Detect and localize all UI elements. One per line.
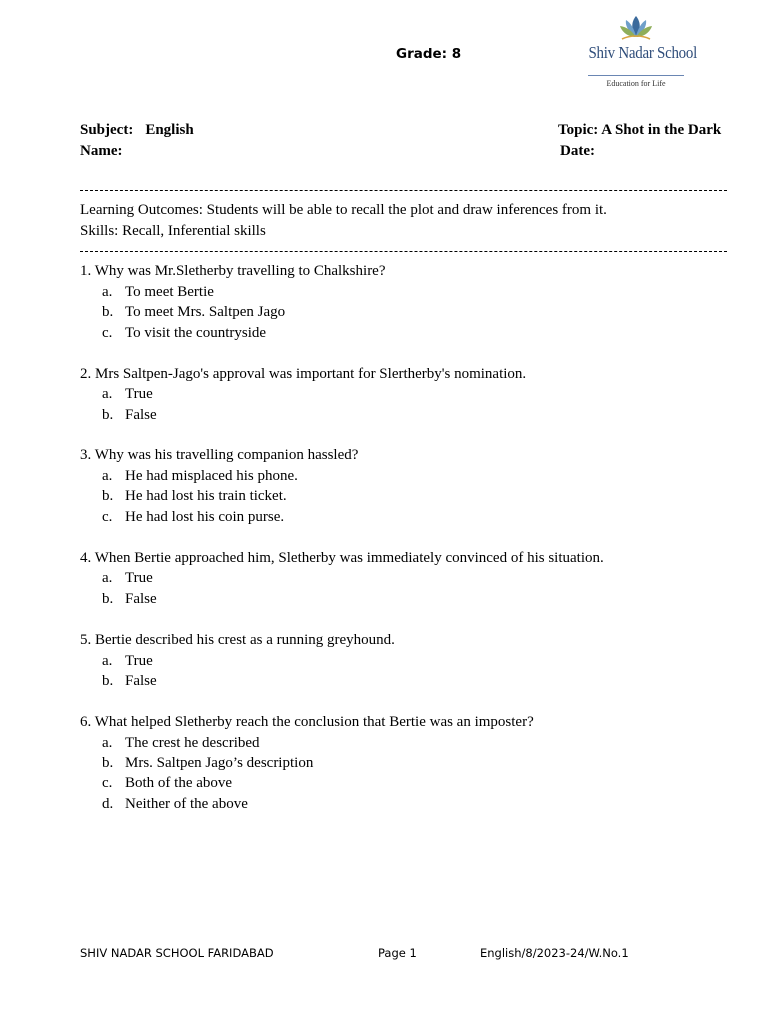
- option-text: False: [125, 673, 157, 689]
- option-text: Mrs. Saltpen Jago’s description: [125, 755, 314, 771]
- option-letter: b.: [102, 673, 114, 689]
- question-2: 2. Mrs Saltpen-Jago's approval was important for Slertherby's nomination.: [80, 366, 527, 382]
- logo-rule: [588, 75, 684, 76]
- question-option: [102, 304, 285, 321]
- option-text: He had lost his train ticket.: [125, 488, 287, 504]
- option-text: False: [125, 591, 157, 607]
- divider-bottom: [80, 251, 727, 252]
- question-3: 3. Why was his travelling companion hassled?: [80, 447, 359, 463]
- footer-page-number: Page 1: [378, 946, 417, 960]
- option-letter: a.: [102, 284, 113, 300]
- question-4: 4. When Bertie approached him, Sletherby was immediately convinced of his situation.: [80, 550, 604, 566]
- topic-label: Topic: A Shot in the Dark: [558, 122, 722, 138]
- option-letter: c.: [102, 325, 113, 341]
- logo-wordmark: Shiv Nadar School: [588, 43, 698, 62]
- question-option: [102, 735, 260, 752]
- school-logo: [582, 12, 698, 88]
- question-option: [102, 284, 214, 301]
- question-option: [102, 509, 284, 526]
- option-letter: b.: [102, 755, 114, 771]
- question-option: [102, 488, 287, 505]
- question-option: [102, 468, 298, 485]
- footer-school: SHIV NADAR SCHOOL FARIDABAD: [80, 946, 274, 960]
- question-option: [102, 591, 157, 608]
- option-letter: a.: [102, 735, 113, 751]
- question-6: 6. What helped Sletherby reach the conclusion that Bertie was an imposter?: [80, 714, 534, 730]
- option-text: The crest he described: [125, 735, 260, 751]
- question-option: [102, 386, 153, 403]
- footer-document-code: English/8/2023-24/W.No.1: [480, 946, 629, 960]
- option-letter: a.: [102, 468, 113, 484]
- option-text: Both of the above: [125, 775, 233, 791]
- learning-outcomes: Learning Outcomes: Students will be able to recall the plot and draw inferences from it.: [80, 202, 607, 218]
- option-text: To visit the countryside: [125, 325, 267, 341]
- question-option: [102, 325, 266, 342]
- grade-label: Grade: 8: [396, 46, 462, 62]
- option-letter: c.: [102, 509, 113, 525]
- option-letter: a.: [102, 653, 113, 669]
- option-text: False: [125, 407, 157, 423]
- question-option: [102, 775, 232, 792]
- option-letter: b.: [102, 407, 114, 423]
- option-text: He had misplaced his phone.: [125, 468, 298, 484]
- question-option: [102, 673, 157, 690]
- date-label: Date:: [560, 143, 595, 159]
- question-option: [102, 755, 313, 772]
- subject-value: English: [145, 122, 194, 138]
- question-option: [102, 653, 153, 670]
- subject-line: [80, 122, 194, 139]
- option-text: To meet Mrs. Saltpen Jago: [125, 304, 286, 320]
- option-letter: b.: [102, 488, 114, 504]
- option-letter: a.: [102, 570, 113, 586]
- question-1: 1. Why was Mr.Sletherby travelling to Chalkshire?: [80, 263, 386, 279]
- question-option: [102, 570, 153, 587]
- option-letter: c.: [102, 775, 113, 791]
- option-text: True: [125, 653, 153, 669]
- skills-line: Skills: Recall, Inferential skills: [80, 223, 266, 239]
- option-text: He had lost his coin purse.: [125, 509, 285, 525]
- option-text: True: [125, 570, 153, 586]
- option-text: To meet Bertie: [125, 284, 214, 300]
- question-option: [102, 407, 157, 424]
- option-letter: a.: [102, 386, 113, 402]
- question-5: 5. Bertie described his crest as a running greyhound.: [80, 632, 395, 648]
- option-letter: b.: [102, 304, 114, 320]
- subject-label: Subject:: [80, 122, 134, 138]
- question-option: [102, 796, 248, 813]
- logo-tagline: Education for Life: [606, 79, 666, 88]
- divider-top: [80, 190, 727, 191]
- name-label: Name:: [80, 143, 123, 159]
- option-letter: b.: [102, 591, 114, 607]
- option-text: True: [125, 386, 153, 402]
- option-text: Neither of the above: [125, 796, 248, 812]
- option-letter: d.: [102, 796, 114, 812]
- lotus-icon: [582, 12, 690, 44]
